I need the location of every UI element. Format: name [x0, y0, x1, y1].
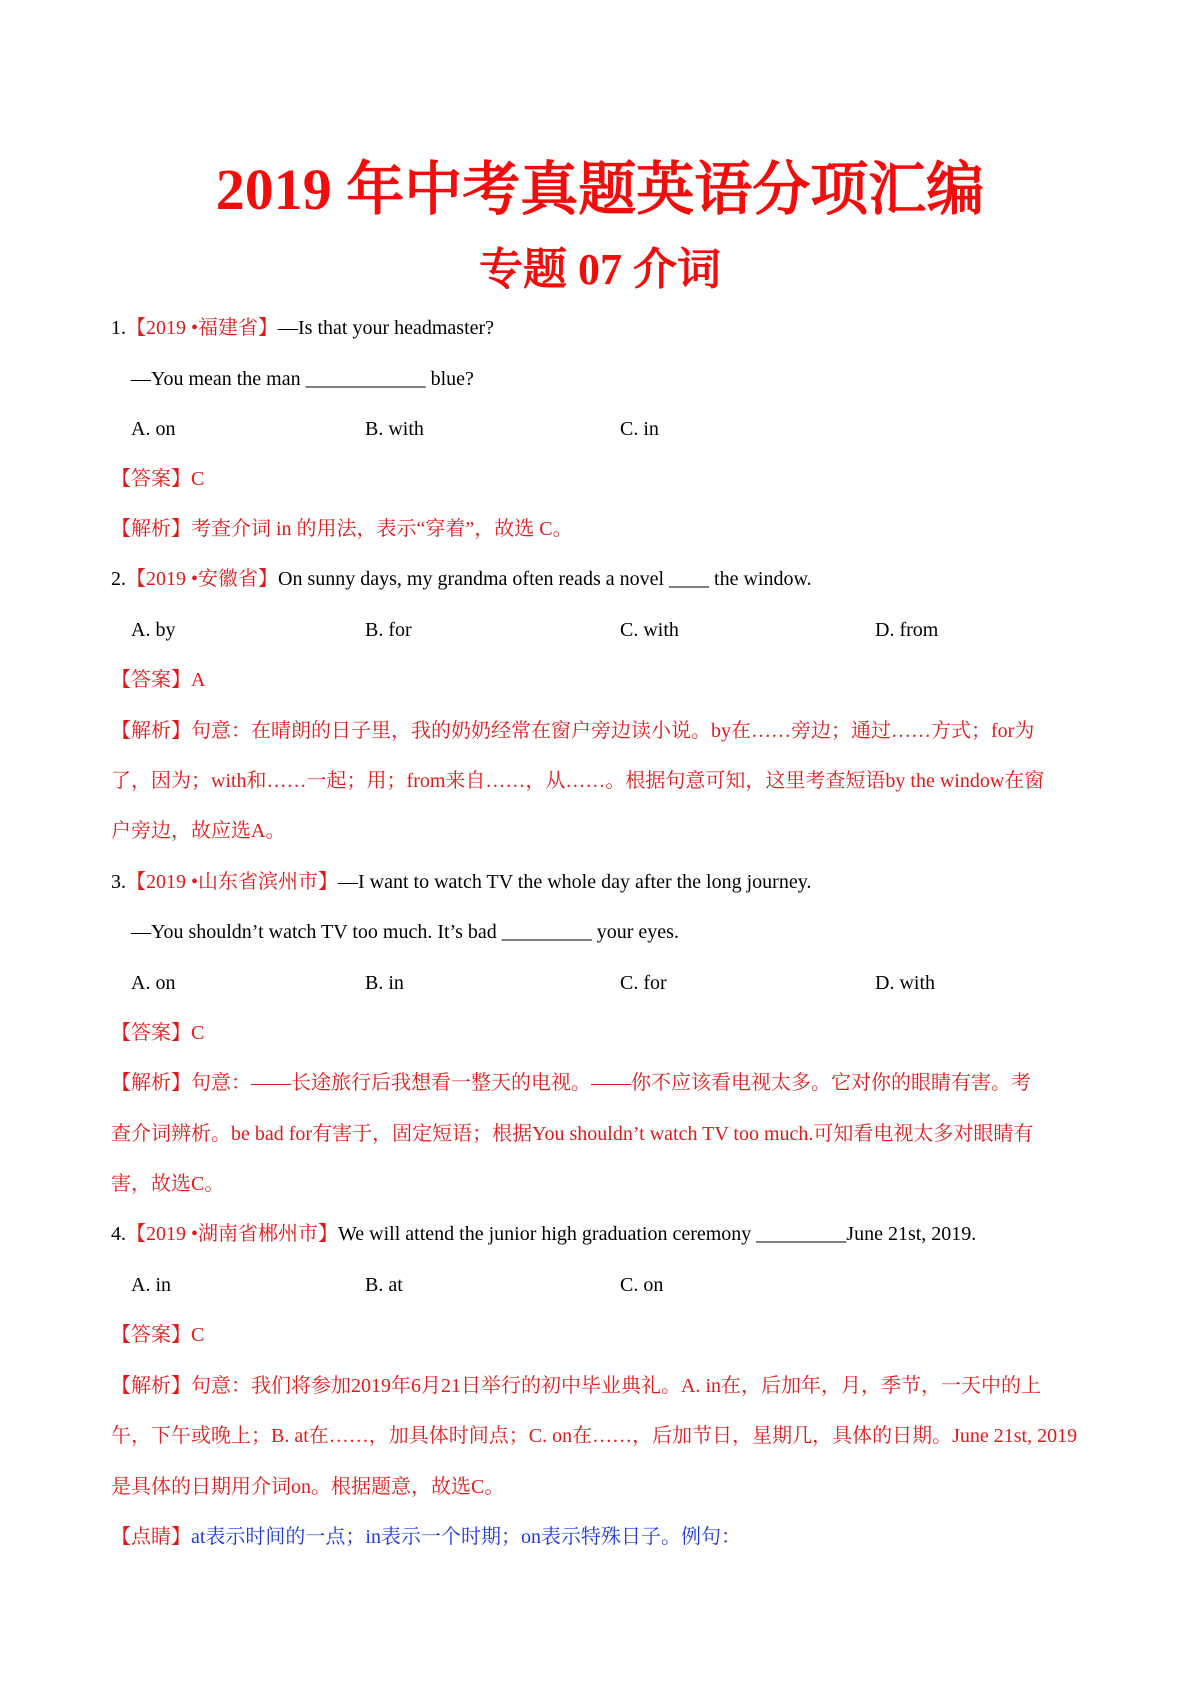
- question-3-stem-2: —You shouldn’t watch TV too much. It’s bad _________ your eyes.: [131, 921, 679, 943]
- question-text: —Is that your headmaster?: [278, 317, 495, 339]
- option-d: D. with: [875, 972, 935, 994]
- option-a: A. in: [131, 1274, 171, 1296]
- analysis-3: [111, 1069, 1101, 1097]
- question-number: 4.: [111, 1223, 126, 1245]
- answer-value: A: [191, 669, 206, 691]
- analysis-2: [111, 717, 1101, 745]
- question-2-stem: [111, 565, 1101, 593]
- option-a: A. on: [131, 972, 176, 994]
- question-text: We will attend the junior high graduation ceremony _________June 21st, 2019.: [338, 1223, 977, 1245]
- analysis-4-line-2: 午，下午或晚上；B. at在……，加具体时间点；C. on在……，后加节日，星期几，具体的日期。June 21st, 2019: [111, 1425, 1078, 1447]
- source-tag: 【2019 •山东省滨州市】: [126, 871, 339, 893]
- analysis-3-line-2: 查介词辨析。be bad for有害于，固定短语；根据You shouldn’t watch TV too much.可知看电视太多对眼睛有: [111, 1123, 1034, 1145]
- analysis-1: [111, 515, 1101, 543]
- analysis-text: 句意：——长途旅行后我想看一整天的电视。——你不应该看电视太多。它对你的眼睛有害。考: [191, 1072, 1031, 1094]
- analysis-2-line-2: 了，因为；with和……一起；用；from来自……，从……。根据句意可知，这里考查短语by the window在窗: [111, 770, 1045, 792]
- option-b: B. for: [365, 619, 412, 641]
- analysis-tag: 【解析】: [111, 518, 191, 540]
- source-tag: 【2019 •湖南省郴州市】: [126, 1223, 339, 1245]
- question-number: 3.: [111, 871, 126, 893]
- option-d: D. from: [875, 619, 939, 641]
- option-c: C. in: [620, 418, 659, 440]
- document-title: 2019 年中考真题英语分项汇编: [215, 157, 985, 222]
- question-4-stem: [111, 1220, 1101, 1248]
- analysis-text: 句意：我们将参加2019年6月21日举行的初中毕业典礼。A. in在，后加年，月，季节，一天中的上: [191, 1375, 1041, 1397]
- analysis-tag: 【解析】: [111, 1375, 191, 1397]
- answer-tag: 【答案】: [111, 1022, 191, 1044]
- question-1-stem: [111, 314, 1101, 342]
- option-b: B. at: [365, 1274, 403, 1296]
- option-b: B. in: [365, 972, 404, 994]
- analysis-tag: 【解析】: [111, 720, 191, 742]
- answer-1: [111, 465, 1101, 493]
- question-number: 1.: [111, 317, 126, 339]
- question-1-stem-2: —You mean the man ____________ blue?: [131, 368, 474, 390]
- answer-value: C: [191, 468, 205, 490]
- analysis-text: 句意：在晴朗的日子里，我的奶奶经常在窗户旁边读小说。by在……旁边；通过……方式；for为: [191, 720, 1035, 742]
- option-a: A. on: [131, 418, 176, 440]
- question-3-stem: [111, 868, 1101, 896]
- analysis-text: 考查介词 in 的用法，表示“穿着”，故选 C。: [191, 518, 573, 540]
- option-c: C. for: [620, 972, 667, 994]
- option-b: B. with: [365, 418, 424, 440]
- analysis-2-line-3: 户旁边，故应选A。: [111, 820, 286, 842]
- analysis-tag: 【解析】: [111, 1072, 191, 1094]
- answer-value: C: [191, 1324, 205, 1346]
- option-c: C. on: [620, 1274, 664, 1296]
- document-subtitle: 专题 07 介词: [479, 245, 721, 294]
- source-tag: 【2019 •安徽省】: [126, 568, 279, 590]
- answer-tag: 【答案】: [111, 468, 191, 490]
- option-a: A. by: [131, 619, 176, 641]
- question-number: 2.: [111, 568, 126, 590]
- answer-value: C: [191, 1022, 205, 1044]
- tip-tag: 【点睛】: [111, 1526, 191, 1548]
- option-c: C. with: [620, 619, 679, 641]
- source-tag: 【2019 •福建省】: [126, 317, 279, 339]
- answer-4: [111, 1321, 1101, 1349]
- answer-tag: 【答案】: [111, 1324, 191, 1346]
- analysis-4-line-3: 是具体的日期用介词on。根据题意，故选C。: [111, 1476, 505, 1498]
- tip-text: at表示时间的一点；in表示一个时期；on表示特殊日子。例句：: [191, 1526, 741, 1548]
- answer-2: [111, 666, 1101, 694]
- tip-4: [111, 1523, 1101, 1551]
- answer-3: [111, 1019, 1101, 1047]
- analysis-3-line-3: 害，故选C。: [111, 1173, 225, 1195]
- question-text: —I want to watch TV the whole day after the long journey.: [338, 871, 812, 893]
- question-text: On sunny days, my grandma often reads a novel ____ the window.: [278, 568, 812, 590]
- analysis-4: [111, 1372, 1101, 1400]
- answer-tag: 【答案】: [111, 669, 191, 691]
